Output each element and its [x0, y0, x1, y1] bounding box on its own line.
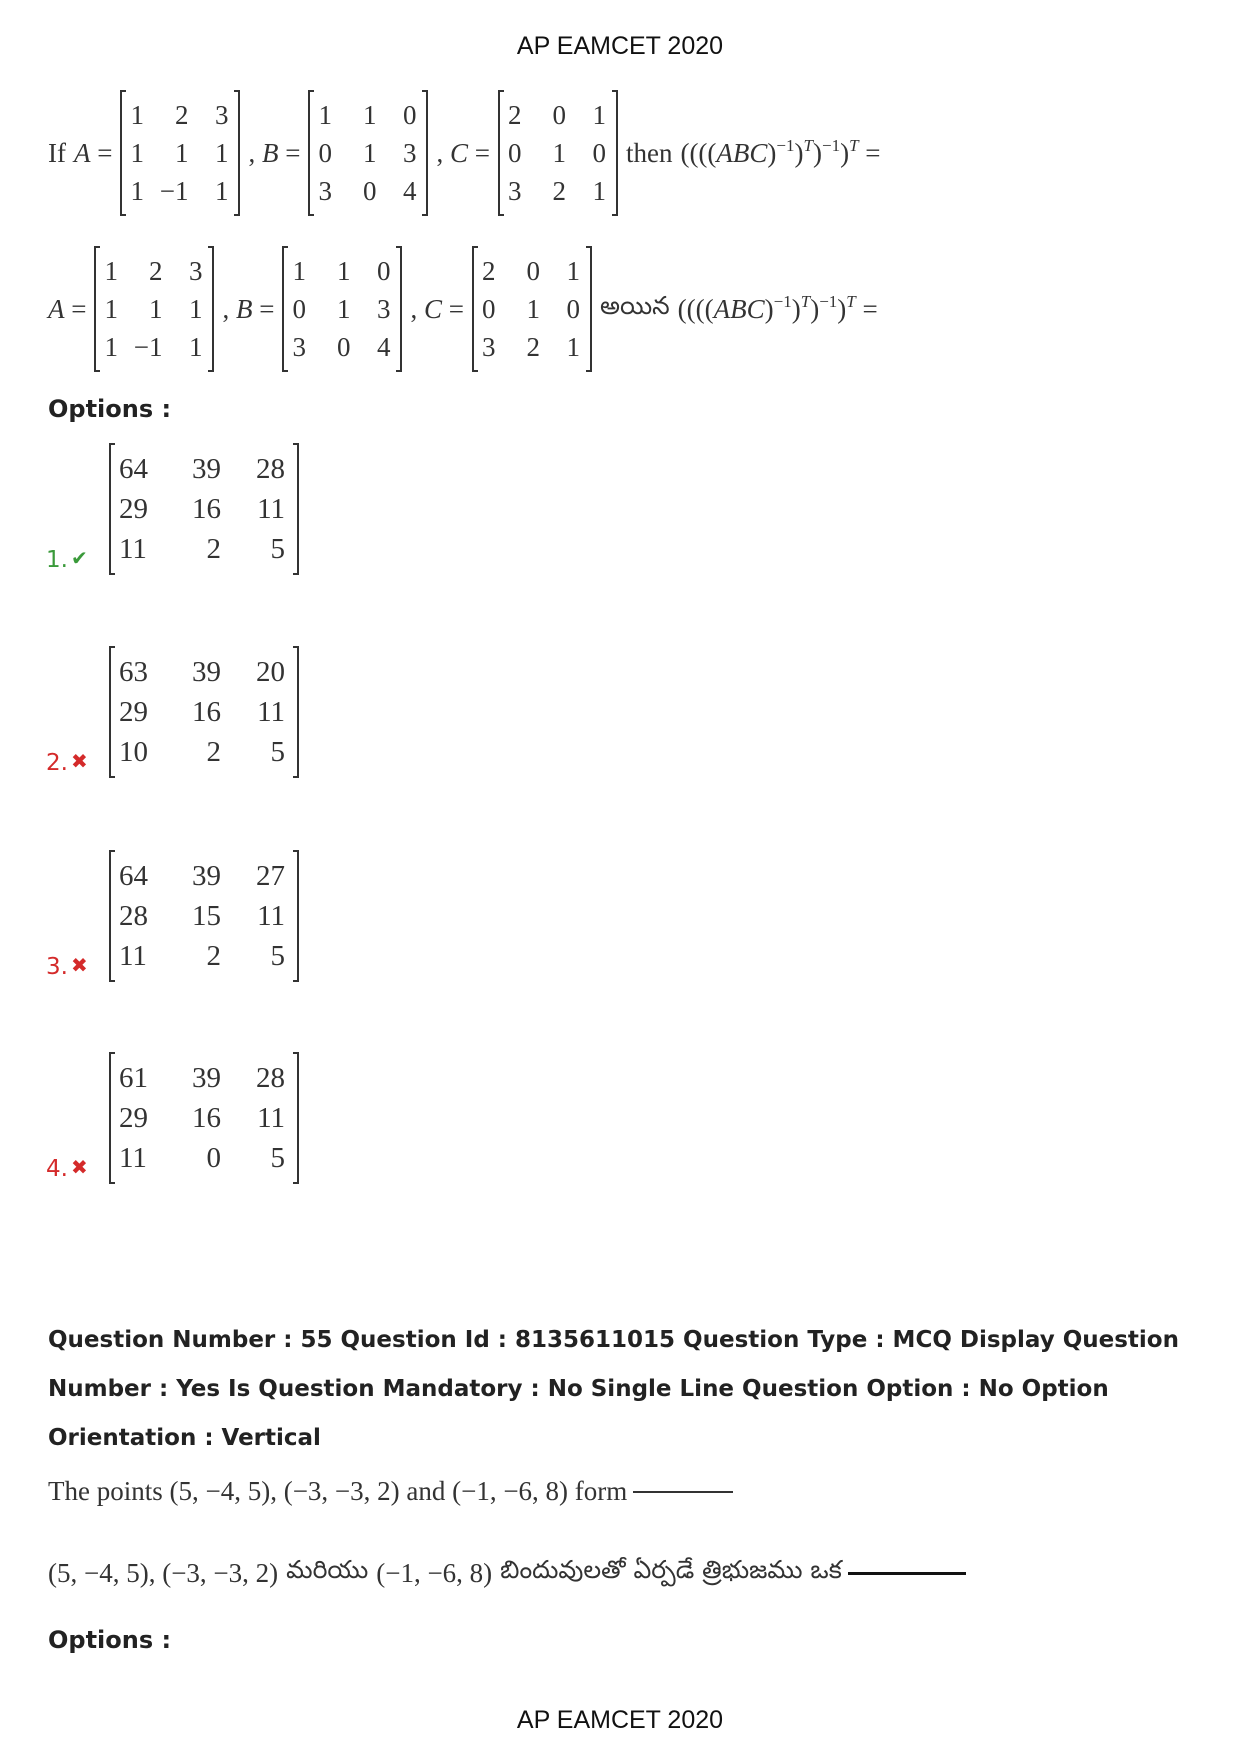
question-55-english — [48, 1476, 733, 1507]
matrix-row — [104, 252, 204, 290]
matrix-row — [508, 172, 608, 210]
option-number: 4. — [46, 1156, 68, 1182]
answer-blank — [633, 1491, 733, 1493]
matrix-cell: 16 — [192, 696, 221, 728]
matrix-cell: 0 — [481, 294, 496, 324]
telugu-and: మరియు — [286, 1555, 369, 1584]
matrix-cell: 64 — [119, 860, 148, 892]
option-matrix — [109, 1054, 299, 1182]
matrix-row — [508, 96, 608, 134]
matrix-cell: 29 — [119, 493, 148, 525]
matrix-cell: 1 — [566, 256, 580, 286]
matrix-row — [119, 856, 289, 896]
matrix-cell: 1 — [214, 176, 229, 206]
option-2[interactable] — [46, 648, 299, 776]
matrix-cell: 11 — [119, 1142, 147, 1174]
matrix-c-telugu — [472, 248, 592, 370]
var-c: , C = — [436, 137, 490, 168]
matrix-cell: 11 — [119, 940, 147, 972]
matrix-grid — [130, 96, 230, 210]
matrix-grid — [292, 252, 392, 366]
matrix-cell: 3 — [292, 332, 306, 362]
matrix-cell: 3 — [188, 256, 203, 286]
matrix-cell: −1 — [159, 176, 189, 206]
matrix-cell: 1 — [188, 294, 203, 324]
matrix-row — [119, 1098, 289, 1138]
matrix-grid — [104, 252, 204, 366]
matrix-row — [130, 134, 230, 172]
options-label-55: Options : — [48, 1626, 172, 1654]
matrix-cell: 2 — [148, 256, 163, 286]
telugu-point-3: (−1, −6, 8) — [376, 1557, 493, 1588]
matrix-row — [482, 290, 582, 328]
matrix-row — [292, 290, 392, 328]
option-matrix — [109, 648, 299, 776]
matrix-cell: 2 — [206, 533, 221, 565]
matrix-cell: 0 — [362, 176, 377, 206]
matrix-cell: 16 — [192, 493, 221, 525]
telugu-then-label: అయిన — [599, 291, 670, 320]
matrix-a-telugu — [94, 248, 214, 370]
matrix-cell: 1 — [104, 256, 118, 286]
matrix-cell: 1 — [318, 100, 332, 130]
matrix-cell: 3 — [507, 176, 522, 206]
var-b-telugu: , B = — [222, 293, 275, 324]
matrix-cell: 2 — [206, 736, 221, 768]
matrix-cell: 29 — [119, 1102, 148, 1134]
matrix-cell: 0 — [336, 332, 351, 362]
var-a-telugu: A = — [48, 293, 87, 324]
question-54-telugu — [48, 248, 878, 370]
option-3[interactable] — [46, 852, 299, 980]
matrix-row — [119, 936, 289, 976]
matrix-row — [119, 529, 289, 569]
matrix-cell: 3 — [318, 176, 332, 206]
matrix-row — [482, 328, 582, 366]
matrix-cell: 64 — [119, 453, 148, 485]
matrix-row — [119, 692, 289, 732]
question-54-english — [48, 92, 881, 214]
matrix-cell: 5 — [270, 736, 285, 768]
question-55-english-text: The points (5, −4, 5), (−3, −3, 2) and (−1, −6, 8) form — [48, 1476, 628, 1506]
option-number: 3. — [46, 954, 68, 980]
option-number: 2. — [46, 750, 68, 776]
matrix-cell: 1 — [362, 100, 377, 130]
matrix-cell: 11 — [257, 493, 285, 525]
telugu-question-text: బిందువులతో ఏర్పడే త్రిభుజము ఒక — [500, 1555, 842, 1584]
matrix-cell: 0 — [206, 1142, 221, 1174]
matrix-cell: 1 — [104, 332, 118, 362]
matrix-cell: 2 — [174, 100, 189, 130]
matrix-grid — [119, 652, 289, 772]
matrix-cell: 4 — [402, 176, 417, 206]
matrix-cell: 1 — [148, 294, 163, 324]
var-c-telugu: , C = — [410, 293, 464, 324]
matrix-cell: 2 — [206, 940, 221, 972]
matrix-cell: 20 — [256, 656, 285, 688]
page-header: AP EAMCET 2020 — [516, 32, 724, 60]
matrix-row — [292, 252, 392, 290]
matrix-c — [498, 92, 618, 214]
matrix-cell: 63 — [119, 656, 148, 688]
option-4[interactable] — [46, 1054, 299, 1182]
matrix-cell: 39 — [192, 860, 221, 892]
matrix-cell: 15 — [192, 900, 221, 932]
matrix-cell: 1 — [130, 176, 144, 206]
matrix-row — [130, 172, 230, 210]
matrix-cell: 2 — [507, 100, 522, 130]
cross-icon: ✖ — [71, 1155, 88, 1179]
matrix-grid — [119, 1058, 289, 1178]
page-footer: AP EAMCET 2020 — [516, 1706, 724, 1734]
matrix-cell: 1 — [362, 138, 377, 168]
matrix-cell: 11 — [257, 696, 285, 728]
matrix-cell: 0 — [507, 138, 522, 168]
matrix-a — [120, 92, 240, 214]
matrix-cell: 2 — [552, 176, 566, 206]
matrix-b — [308, 92, 428, 214]
matrix-cell: 1 — [592, 100, 606, 130]
matrix-cell: 1 — [130, 138, 144, 168]
matrix-row — [104, 290, 204, 328]
matrix-cell: 28 — [119, 900, 148, 932]
matrix-grid — [119, 449, 289, 569]
matrix-row — [119, 1138, 289, 1178]
matrix-cell: 3 — [376, 294, 391, 324]
meta-line-1: Question Number : 55 Question Id : 8135611015 Question Type : MCQ Display Question — [48, 1327, 1179, 1353]
matrix-cell: 39 — [192, 453, 221, 485]
matrix-cell: 2 — [526, 332, 540, 362]
option-1[interactable] — [46, 445, 299, 573]
var-a: A = — [73, 137, 113, 168]
matrix-cell: 1 — [104, 294, 118, 324]
matrix-cell: 1 — [174, 138, 189, 168]
matrix-row — [318, 96, 418, 134]
if-label: If — [48, 137, 66, 168]
matrix-cell: 1 — [336, 294, 351, 324]
matrix-cell: 61 — [119, 1062, 148, 1094]
matrix-cell: 1 — [526, 294, 540, 324]
check-icon: ✔ — [71, 546, 88, 570]
matrix-cell: 0 — [552, 100, 566, 130]
matrix-row — [119, 449, 289, 489]
matrix-cell: 0 — [292, 294, 306, 324]
matrix-grid — [482, 252, 582, 366]
matrix-cell: 27 — [256, 860, 285, 892]
option-matrix — [109, 852, 299, 980]
matrix-cell: 16 — [192, 1102, 221, 1134]
cross-icon: ✖ — [71, 749, 88, 773]
matrix-cell: 5 — [270, 533, 285, 565]
matrix-row — [119, 896, 289, 936]
matrix-cell: 3 — [481, 332, 496, 362]
matrix-cell: 1 — [188, 332, 203, 362]
matrix-cell: 5 — [270, 940, 285, 972]
meta-line-3: Orientation : Vertical — [48, 1425, 321, 1451]
option-matrix — [109, 445, 299, 573]
matrix-cell: 1 — [130, 100, 144, 130]
matrix-cell: 11 — [119, 533, 147, 565]
matrix-row — [119, 732, 289, 772]
matrix-cell: 10 — [119, 736, 148, 768]
matrix-cell: 11 — [257, 1102, 285, 1134]
options-label: Options : — [48, 395, 172, 423]
matrix-row — [119, 652, 289, 692]
matrix-cell: 3 — [402, 138, 417, 168]
matrix-row — [482, 252, 582, 290]
matrix-cell: 1 — [292, 256, 306, 286]
matrix-cell: 1 — [552, 138, 566, 168]
matrix-row — [119, 489, 289, 529]
matrix-cell: 0 — [566, 294, 580, 324]
meta-line-2: Number : Yes Is Question Mandatory : No Single Line Question Option : No Option — [48, 1376, 1109, 1402]
question-55-telugu — [48, 1555, 966, 1591]
matrix-cell: 28 — [256, 1062, 285, 1094]
matrix-cell: 0 — [376, 256, 391, 286]
matrix-cell: 1 — [566, 332, 580, 362]
matrix-cell: 1 — [592, 176, 606, 206]
question-55-metadata — [48, 1316, 1198, 1463]
matrix-cell: 0 — [526, 256, 540, 286]
matrix-row — [119, 1058, 289, 1098]
expression-telugu: $((((ABC)^{-1})^T)^{-1})^T$ = — [677, 291, 878, 324]
matrix-cell: 28 — [256, 453, 285, 485]
matrix-cell: 39 — [192, 1062, 221, 1094]
matrix-cell: 0 — [592, 138, 606, 168]
matrix-row — [318, 134, 418, 172]
matrix-cell: 3 — [214, 100, 229, 130]
matrix-cell: 29 — [119, 696, 148, 728]
matrix-cell: 4 — [376, 332, 391, 362]
matrix-b-telugu — [282, 248, 402, 370]
matrix-cell: 0 — [402, 100, 417, 130]
option-number: 1. — [46, 547, 68, 573]
telugu-points: (5, −4, 5), (−3, −3, 2) — [48, 1557, 279, 1588]
matrix-cell: 0 — [318, 138, 332, 168]
matrix-row — [292, 328, 392, 366]
matrix-row — [508, 134, 608, 172]
matrix-row — [318, 172, 418, 210]
matrix-cell: −1 — [133, 332, 163, 362]
matrix-grid — [119, 856, 289, 976]
matrix-grid — [508, 96, 608, 210]
matrix-cell: 39 — [192, 656, 221, 688]
answer-blank-telugu — [848, 1572, 966, 1575]
var-b: , B = — [248, 137, 301, 168]
expression: $((((ABC)^{-1})^T)^{-1})^T$ = — [680, 135, 881, 168]
matrix-grid — [318, 96, 418, 210]
matrix-cell: 1 — [336, 256, 351, 286]
matrix-cell: 2 — [481, 256, 496, 286]
cross-icon: ✖ — [71, 953, 88, 977]
matrix-row — [104, 328, 204, 366]
matrix-cell: 11 — [257, 900, 285, 932]
matrix-cell: 1 — [214, 138, 229, 168]
matrix-row — [130, 96, 230, 134]
then-label: then — [625, 137, 673, 168]
matrix-cell: 5 — [270, 1142, 285, 1174]
